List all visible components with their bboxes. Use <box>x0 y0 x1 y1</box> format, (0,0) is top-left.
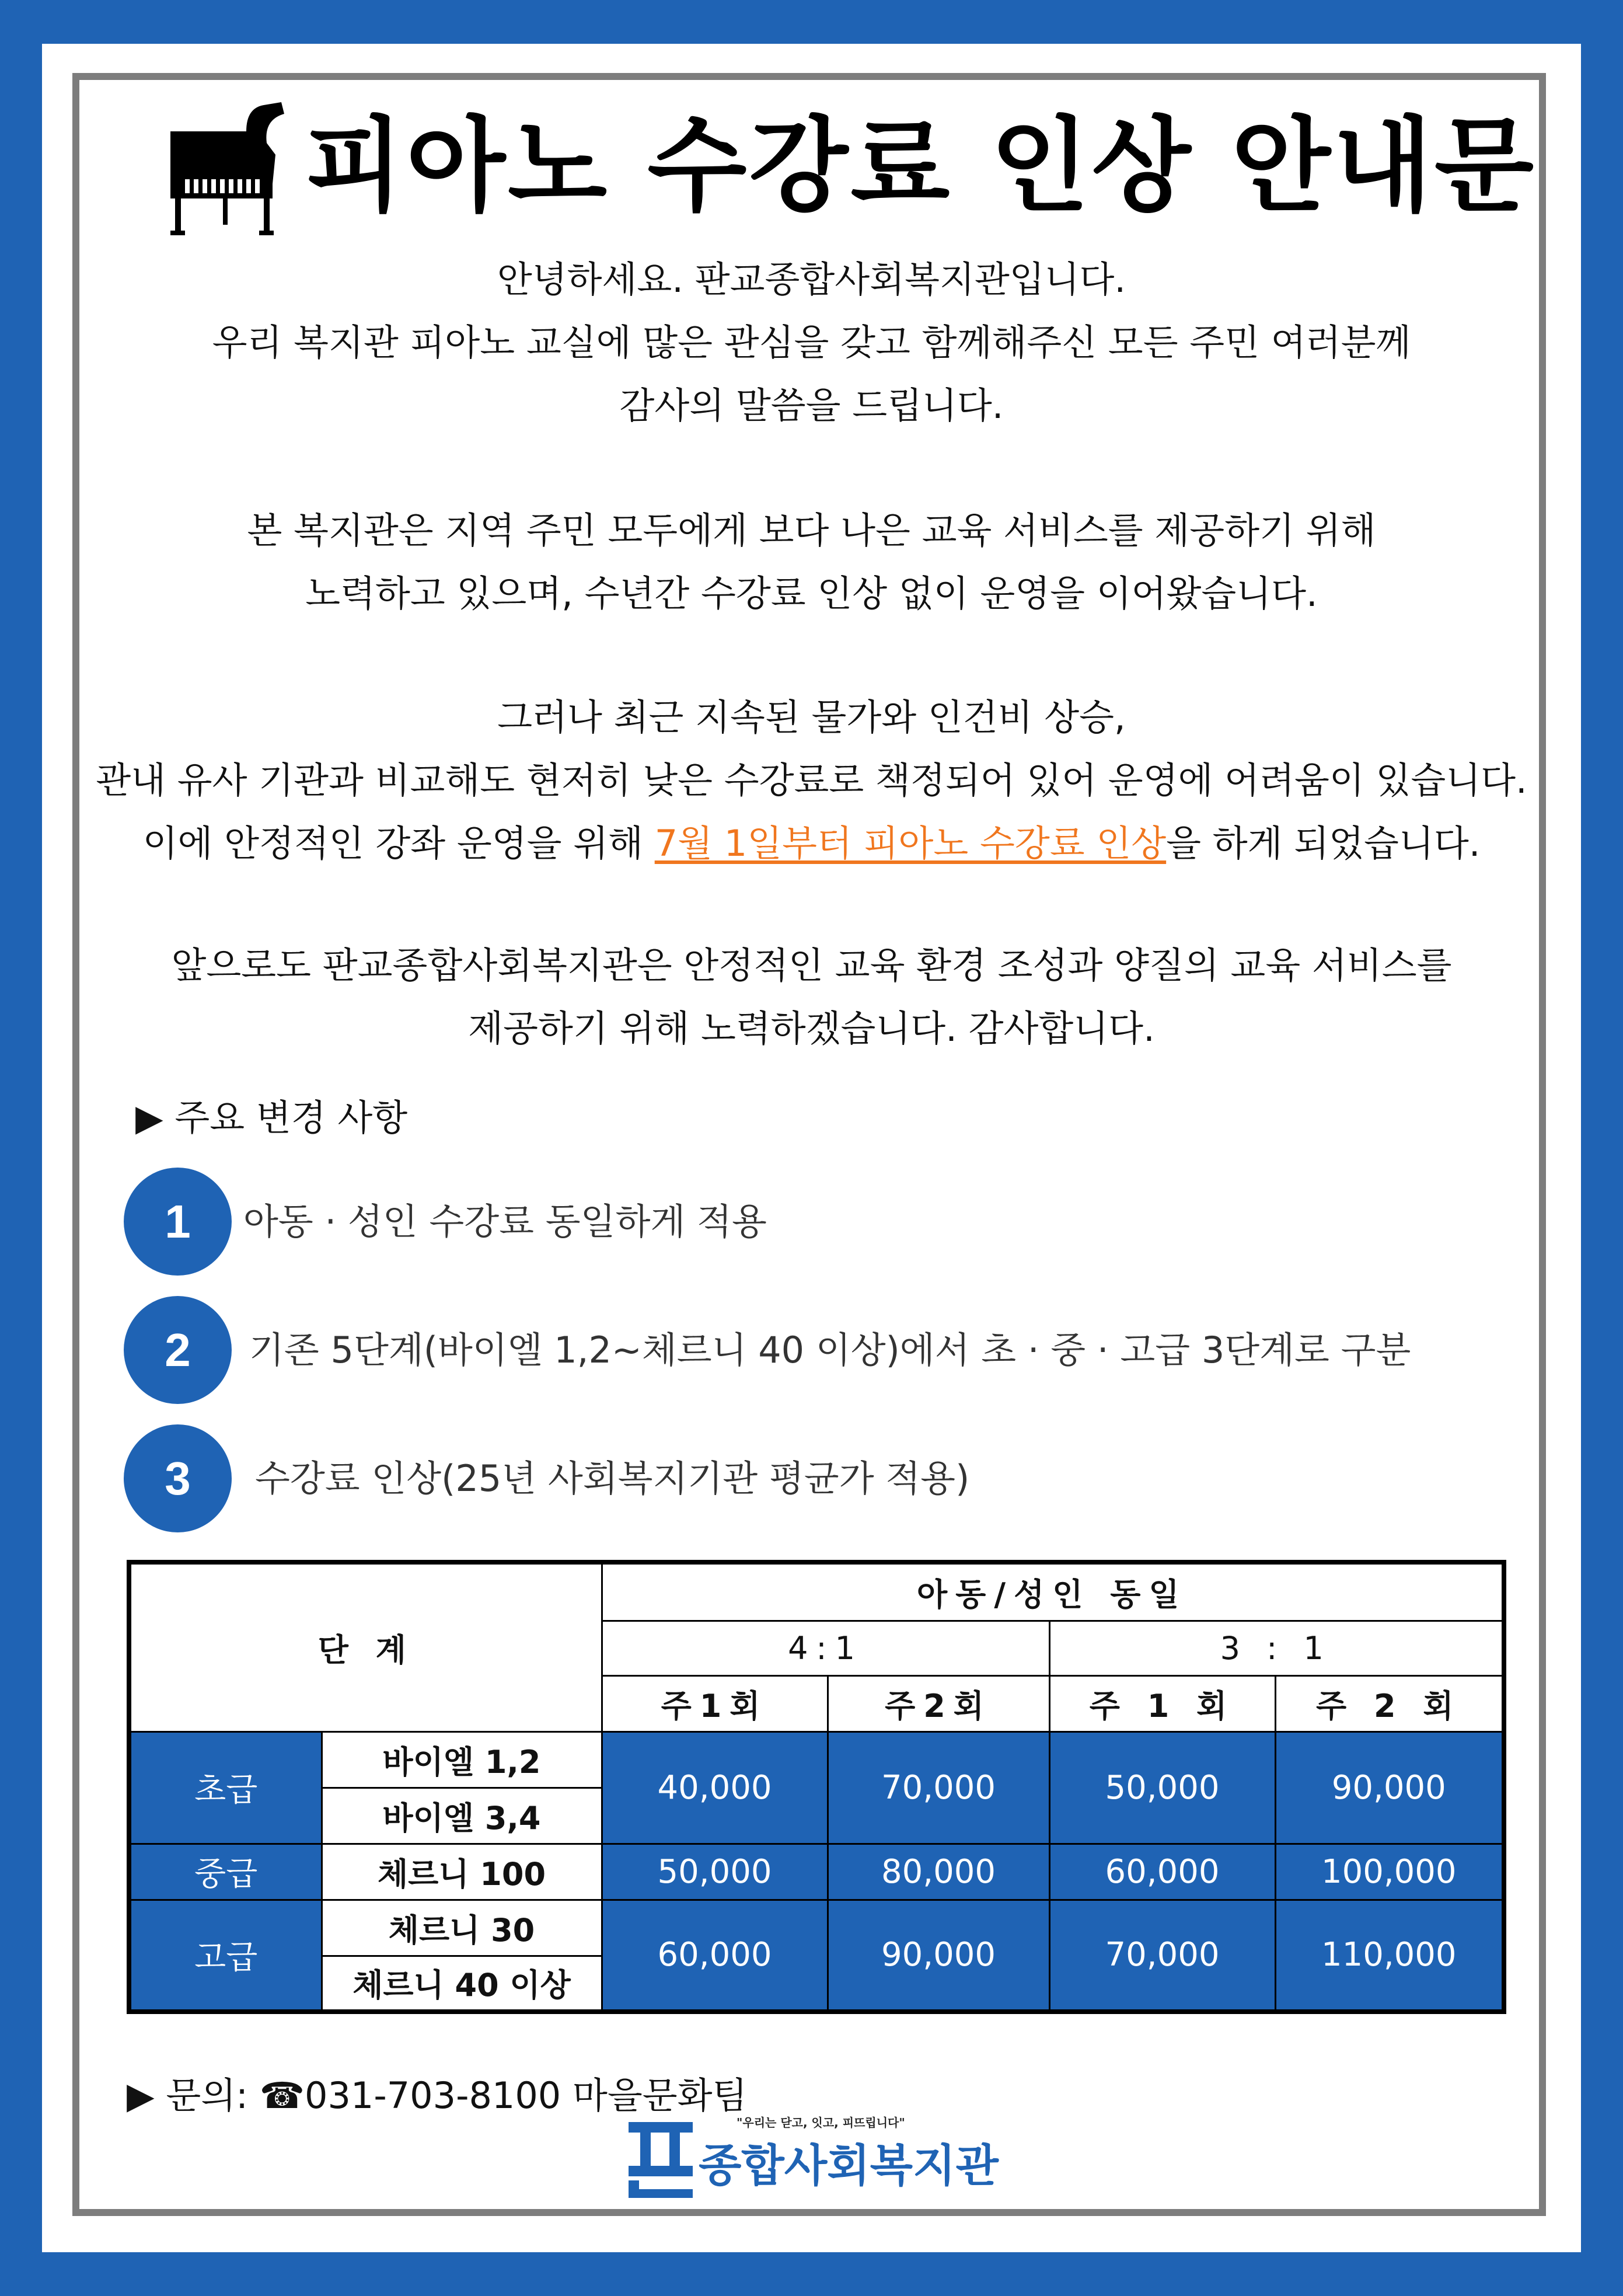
fee-cell: 90,000 <box>1275 1731 1504 1844</box>
ratio-header-a: 4:1 <box>602 1621 1049 1675</box>
grand-piano-icon <box>159 96 293 236</box>
fee-cell: 70,000 <box>1049 1900 1275 2012</box>
notice-after: 을 하게 되었습니다. <box>1166 822 1481 865</box>
intro-paragraph-4 <box>42 934 1581 1060</box>
fee-cell: 100,000 <box>1275 1844 1504 1900</box>
change-item-2 <box>124 1296 1524 1407</box>
notice-before: 이에 안정적인 강좌 운영을 위해 <box>142 822 655 865</box>
freq-header: 주1회 <box>602 1675 828 1731</box>
fee-cell: 110,000 <box>1275 1900 1504 2012</box>
ratio-header-b: 3 : 1 <box>1049 1621 1504 1675</box>
notice-highlight: 7월 1일부터 피아노 수강료 인상 <box>654 822 1167 865</box>
notice-paper <box>42 44 1581 2252</box>
level-name-cell: 고급 <box>129 1900 322 2012</box>
book-cell: 체르니 40 이상 <box>322 1956 602 2012</box>
number-badge: 3 <box>124 1424 232 1532</box>
book-cell: 체르니 100 <box>322 1844 602 1900</box>
change-item-3 <box>124 1424 1524 1535</box>
intro-line: 감사의 말씀을 드립니다. <box>619 384 1004 427</box>
intro-line: 안녕하세요. 판교종합사회복지관입니다. <box>497 258 1126 301</box>
fee-cell: 90,000 <box>828 1900 1049 2012</box>
change-item-1 <box>124 1168 1524 1278</box>
phone-icon: ☎ <box>259 2074 305 2117</box>
intro-line: 우리 복지관 피아노 교실에 많은 관심을 갖고 함께해주신 모든 주민 여러분께 <box>212 321 1411 364</box>
level-name-cell: 초급 <box>129 1731 322 1844</box>
notice-line <box>42 812 1581 875</box>
intro-line: 본 복지관은 지역 주민 모두에게 보다 나은 교육 서비스를 제공하기 위해 <box>247 509 1376 552</box>
intro-line: 노력하고 있으며, 수년간 수강료 인상 없이 운영을 이어왔습니다. <box>305 572 1318 615</box>
level-name-cell: 중급 <box>129 1844 322 1900</box>
fee-cell: 50,000 <box>1049 1731 1275 1844</box>
welfare-center-logo <box>626 2107 1034 2207</box>
changes-section-label: ▶ 주요 변경 사항 <box>135 1096 408 1139</box>
intro-line: 제공하기 위해 노력하겠습니다. 감사합니다. <box>468 1007 1155 1050</box>
freq-header: 주2회 <box>828 1675 1049 1731</box>
group-header: 아동/성인 동일 <box>602 1562 1504 1621</box>
freq-header: 주 1 회 <box>1049 1675 1275 1731</box>
contact-label: ▶ 문의: <box>127 2074 260 2117</box>
book-cell: 체르니 30 <box>322 1900 602 1956</box>
intro-line: 앞으로도 판교종합사회복지관은 안정적인 교육 환경 조성과 양질의 교육 서비스를 <box>171 944 1452 987</box>
fee-cell: 60,000 <box>1049 1844 1275 1900</box>
contact-phone[interactable]: 031-703-8100 <box>305 2074 561 2117</box>
fee-cell: 60,000 <box>602 1900 828 2012</box>
intro-line: 관내 유사 기관과 비교해도 현저히 낮은 수강료로 책정되어 있어 운영에 어려움이 있습니다. <box>96 759 1527 802</box>
intro-paragraph-3 <box>42 686 1581 875</box>
fee-table <box>127 1560 1506 2014</box>
fee-cell: 70,000 <box>828 1731 1049 1844</box>
logo-name: 종합사회복지관 <box>699 2140 999 2192</box>
contact-team: 마을문화팀 <box>561 2074 748 2117</box>
book-cell: 바이엘 3,4 <box>322 1788 602 1844</box>
fee-cell: 50,000 <box>602 1844 828 1900</box>
freq-header: 주 2 회 <box>1275 1675 1504 1731</box>
number-badge: 1 <box>124 1168 232 1276</box>
intro-paragraph-2 <box>42 499 1581 625</box>
page-title: 피아노 수강료 인상 안내문 <box>305 106 1536 226</box>
fee-cell: 80,000 <box>828 1844 1049 1900</box>
logo-slogan: "우리는 닫고, 잇고, 피뜨립니다" <box>737 2116 905 2130</box>
level-header: 단 계 <box>129 1562 602 1731</box>
title-row <box>159 90 1536 242</box>
number-badge: 2 <box>124 1296 232 1404</box>
change-text: 아동 · 성인 수강료 동일하게 적용 <box>243 1200 767 1243</box>
change-text: 수강료 인상(25년 사회복지기관 평균가 적용) <box>255 1457 970 1500</box>
book-cell: 바이엘 1,2 <box>322 1731 602 1788</box>
logo-mark-icon <box>626 2119 696 2201</box>
intro-line: 그러나 최근 지속된 물가와 인건비 상승, <box>497 696 1126 738</box>
fee-cell: 40,000 <box>602 1731 828 1844</box>
change-text: 기존 5단계(바이엘 1,2~체르니 40 이상)에서 초 · 중 · 고급 3단계로 구분 <box>249 1329 1411 1371</box>
intro-paragraph-1 <box>42 248 1581 437</box>
